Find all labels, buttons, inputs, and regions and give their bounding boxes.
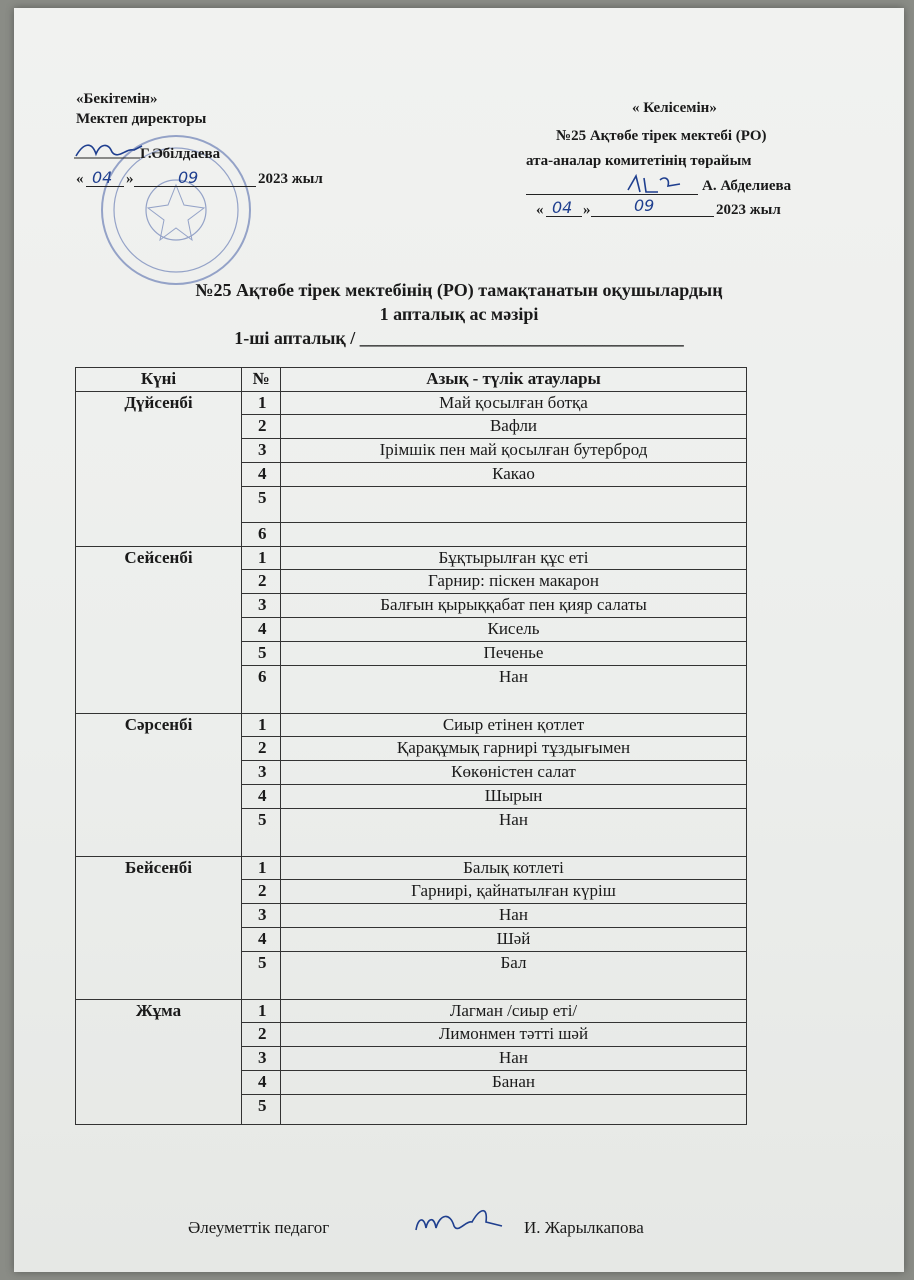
food-item-cell: Май қосылған ботқа	[281, 392, 747, 415]
row-number-cell: 5	[242, 1095, 281, 1125]
food-item-cell: Нан	[281, 666, 747, 714]
left-date-mid: »	[126, 171, 134, 187]
agree-label: « Келісемін»	[632, 100, 717, 116]
table-row	[76, 857, 747, 880]
food-item-cell: Ірімшік пен май қосылған бутерброд	[281, 439, 747, 463]
chair-name: А. Абделиева	[702, 178, 792, 194]
header-number: №	[242, 368, 281, 392]
table-header-row	[76, 368, 747, 392]
day-cell: Сәрсенбі	[76, 714, 242, 857]
row-number-cell: 1	[242, 392, 281, 415]
food-item-cell: Гарнирі, қайнатылған күріш	[281, 880, 747, 904]
row-number-cell: 4	[242, 463, 281, 487]
footer-name: И. Жарылкапова	[524, 1218, 644, 1237]
row-number-cell: 2	[242, 737, 281, 761]
left-date-day: 04	[92, 168, 113, 187]
row-number-cell: 2	[242, 415, 281, 439]
committee-title: ата-аналар комитетінің төрайым	[526, 153, 752, 169]
row-number-cell: 3	[242, 761, 281, 785]
left-date-open: «	[76, 171, 84, 187]
left-date-month: 09	[178, 168, 199, 187]
row-number-cell: 1	[242, 714, 281, 737]
day-cell: Бейсенбі	[76, 857, 242, 1000]
row-number-cell: 4	[242, 618, 281, 642]
row-number-cell: 1	[242, 1000, 281, 1023]
food-item-cell	[281, 523, 747, 547]
food-item-cell: Бал	[281, 952, 747, 1000]
row-number-cell: 3	[242, 904, 281, 928]
food-item-cell: Қарақұмық гарнирі тұздығымен	[281, 737, 747, 761]
row-number-cell: 5	[242, 487, 281, 523]
right-date-open: «	[536, 202, 544, 218]
menu-title-line1: №25 Ақтөбе тірек мектебінің (РО) тамақтанатын оқушылардың	[195, 280, 723, 300]
row-number-cell: 3	[242, 594, 281, 618]
row-number-cell: 5	[242, 809, 281, 857]
row-number-cell: 2	[242, 1023, 281, 1047]
row-number-cell: 6	[242, 523, 281, 547]
food-item-cell: Печенье	[281, 642, 747, 666]
header-day: Күні	[76, 368, 242, 392]
director-signature	[74, 138, 144, 164]
food-item-cell: Какао	[281, 463, 747, 487]
row-number-cell: 2	[242, 570, 281, 594]
food-item-cell: Балғын қырыққабат пен қияр салаты	[281, 594, 747, 618]
pedagogue-signature	[410, 1204, 510, 1240]
director-title: Мектеп директоры	[76, 111, 207, 127]
food-item-cell: Нан	[281, 809, 747, 857]
right-date-year: 2023 жыл	[716, 202, 781, 218]
chair-signature	[624, 172, 684, 196]
right-date-day: 04	[552, 198, 573, 217]
row-number-cell: 2	[242, 880, 281, 904]
food-item-cell	[281, 1095, 747, 1125]
menu-title-line3: 1-ші апталық / ____________________________________	[234, 328, 684, 348]
food-item-cell: Нан	[281, 1047, 747, 1071]
document-page	[14, 8, 904, 1272]
food-item-cell: Шәй	[281, 928, 747, 952]
food-item-cell: Вафли	[281, 415, 747, 439]
food-item-cell: Бұқтырылған құс еті	[281, 547, 747, 570]
right-date-month: 09	[634, 196, 655, 215]
row-number-cell: 5	[242, 952, 281, 1000]
table-row	[76, 1000, 747, 1023]
day-cell: Дүйсенбі	[76, 392, 242, 547]
row-number-cell: 1	[242, 547, 281, 570]
right-date-mid: »	[583, 202, 591, 218]
menu-table-body	[76, 392, 747, 1125]
table-row	[76, 547, 747, 570]
food-item-cell: Көкөністен салат	[281, 761, 747, 785]
row-number-cell: 4	[242, 1071, 281, 1095]
day-cell: Сейсенбі	[76, 547, 242, 714]
food-item-cell: Сиыр етінен қотлет	[281, 714, 747, 737]
food-item-cell: Лимонмен тәтті шәй	[281, 1023, 747, 1047]
row-number-cell: 5	[242, 642, 281, 666]
footer-role: Әлеуметтік педагог	[188, 1218, 330, 1237]
food-item-cell	[281, 487, 747, 523]
table-row	[76, 714, 747, 737]
row-number-cell: 4	[242, 785, 281, 809]
food-item-cell: Нан	[281, 904, 747, 928]
food-item-cell: Кисель	[281, 618, 747, 642]
row-number-cell: 3	[242, 1047, 281, 1071]
food-item-cell: Шырын	[281, 785, 747, 809]
food-item-cell: Лагман /сиыр еті/	[281, 1000, 747, 1023]
right-month-line	[591, 216, 714, 217]
menu-title-line2: 1 апталық ас мәзірі	[379, 304, 539, 324]
row-number-cell: 3	[242, 439, 281, 463]
school-name: №25 Ақтөбе тірек мектебі (РО)	[556, 128, 767, 144]
menu-table	[75, 367, 747, 1125]
left-date-year: 2023 жыл	[258, 171, 323, 187]
director-name: Г.Әбілдаева	[140, 146, 221, 162]
food-item-cell: Гарнир: піскен макарон	[281, 570, 747, 594]
row-number-cell: 4	[242, 928, 281, 952]
approve-label: «Бекітемін»	[76, 91, 158, 107]
row-number-cell: 6	[242, 666, 281, 714]
day-cell: Жұма	[76, 1000, 242, 1125]
row-number-cell: 1	[242, 857, 281, 880]
food-item-cell: Балық котлеті	[281, 857, 747, 880]
table-row	[76, 392, 747, 415]
header-item: Азық - түлік атаулары	[281, 368, 747, 392]
food-item-cell: Банан	[281, 1071, 747, 1095]
